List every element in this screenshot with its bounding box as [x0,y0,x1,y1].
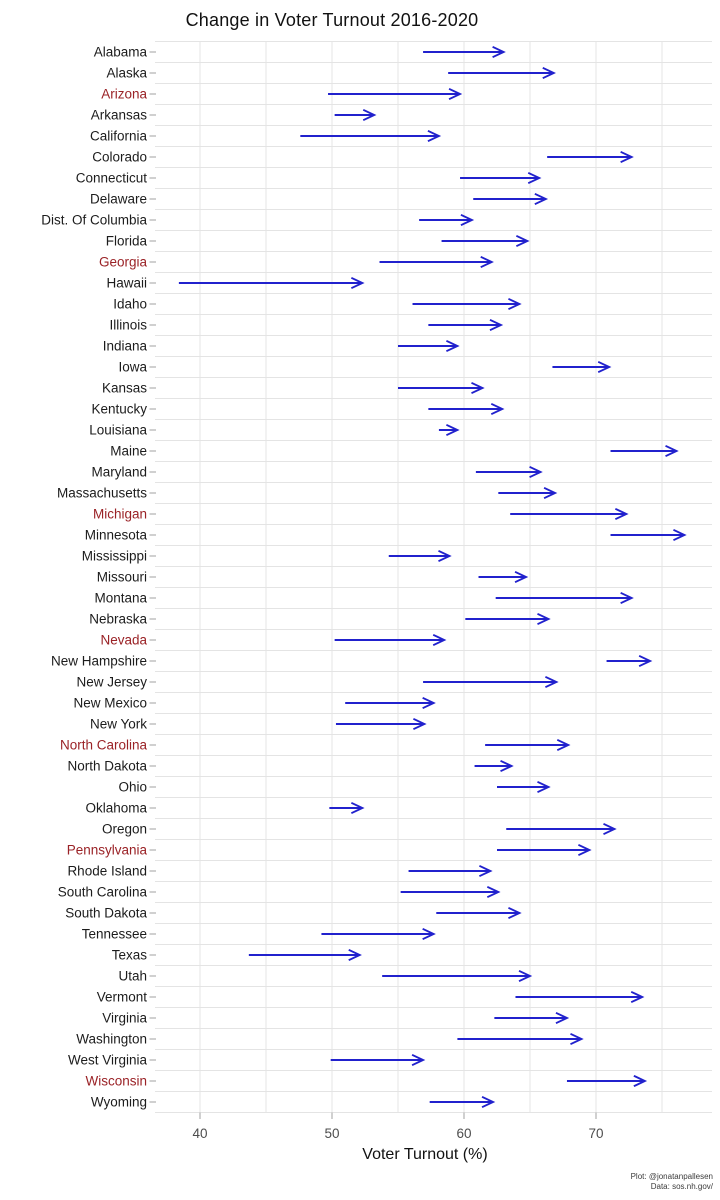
state-label-missouri: Missouri [96,569,147,585]
state-label-pennsylvania: Pennsylvania [66,842,147,858]
row-massachusetts [57,486,555,501]
row-minnesota [85,528,685,543]
state-label-idaho: Idaho [113,296,147,312]
state-label-south-dakota: South Dakota [65,905,147,921]
state-label-ohio: Ohio [118,779,147,795]
state-label-wyoming: Wyoming [90,1094,147,1110]
state-label-connecticut: Connecticut [75,170,147,186]
row-south-dakota [65,906,519,921]
source-data-line: Data: sos.nh.gov/ [650,1182,713,1191]
gridlines [155,42,712,1113]
state-label-massachusetts: Massachusetts [56,485,147,501]
state-label-alaska: Alaska [106,65,147,81]
row-tennessee [82,927,434,942]
row-indiana [103,339,458,354]
state-label-indiana: Indiana [102,338,147,354]
row-iowa [118,360,609,375]
state-label-arkansas: Arkansas [90,107,147,123]
state-label-florida: Florida [105,233,147,249]
row-new-hampshire [51,654,650,669]
state-label-texas: Texas [111,947,147,963]
state-label-nebraska: Nebraska [89,611,147,627]
state-label-new-mexico: New Mexico [73,695,147,711]
row-new-york [90,717,424,732]
row-maine [110,444,676,459]
state-label-hawaii: Hawaii [106,275,147,291]
row-new-mexico [73,696,433,711]
state-label-mississippi: Mississippi [81,548,147,564]
row-texas [112,948,360,963]
row-utah [118,969,530,984]
state-label-maryland: Maryland [91,464,147,480]
state-label-colorado: Colorado [92,149,147,165]
row-alabama [94,45,504,60]
state-label-oregon: Oregon [101,821,147,837]
state-label-new-hampshire: New Hampshire [50,653,147,669]
row-connecticut [76,171,540,186]
state-label-vermont: Vermont [96,989,147,1005]
row-california [90,129,439,144]
state-label-south-carolina: South Carolina [57,884,147,900]
state-label-wisconsin: Wisconsin [85,1073,147,1089]
row-pennsylvania [67,843,590,858]
row-oregon [102,822,615,837]
row-illinois [109,318,500,333]
row-delaware [90,192,546,207]
source-credit [631,1172,713,1192]
row-ohio [118,780,548,795]
x-axis-title: Voter Turnout (%) [362,1146,488,1163]
state-label-louisiana: Louisiana [89,422,147,438]
row-arizona [101,87,460,102]
row-georgia [99,255,492,270]
state-label-iowa: Iowa [118,359,147,375]
row-dist-of-columbia [41,213,472,228]
chart-title: Change in Voter Turnout 2016-2020 [185,10,479,30]
row-nebraska [89,612,548,627]
state-label-illinois: Illinois [109,317,147,333]
row-north-dakota [67,759,511,774]
state-label-delaware: Delaware [89,191,147,207]
x-tick-label-50: 50 [324,1126,340,1141]
row-rhode-island [67,864,490,879]
x-tick-label-70: 70 [588,1126,604,1141]
row-missouri [97,570,526,585]
row-kansas [102,381,483,396]
state-label-north-dakota: North Dakota [67,758,147,774]
row-idaho [113,297,519,312]
state-label-new-york: New York [89,716,147,732]
row-south-carolina [58,885,499,900]
row-kentucky [91,402,502,417]
row-west-virginia [68,1053,423,1068]
state-label-washington: Washington [76,1031,147,1047]
row-colorado [92,150,631,165]
state-label-michigan: Michigan [92,506,147,522]
state-label-kansas: Kansas [101,380,147,396]
row-montana [94,591,631,606]
state-label-new-jersey: New Jersey [76,674,147,690]
row-michigan [93,507,626,522]
state-label-alabama: Alabama [93,44,147,60]
state-label-utah: Utah [118,968,147,984]
row-wisconsin [85,1074,644,1089]
state-label-california: California [89,128,147,144]
row-hawaii [106,276,362,291]
x-axis [192,1113,603,1142]
row-oklahoma [85,801,362,816]
state-label-north-carolina: North Carolina [59,737,147,753]
x-tick-label-40: 40 [192,1126,208,1141]
row-new-jersey [76,675,556,690]
state-label-west-virginia: West Virginia [67,1052,147,1068]
state-label-arizona: Arizona [101,86,147,102]
row-north-carolina [60,738,568,753]
row-maryland [91,465,540,480]
state-label-tennessee: Tennessee [81,926,147,942]
state-label-oklahoma: Oklahoma [85,800,147,816]
state-label-maine: Maine [110,443,147,459]
row-nevada [100,633,444,648]
row-vermont [97,990,642,1005]
state-label-dist-of-columbia: Dist. Of Columbia [41,212,147,228]
row-washington [76,1032,581,1047]
state-label-georgia: Georgia [98,254,147,270]
state-label-nevada: Nevada [100,632,147,648]
row-louisiana [89,423,457,438]
x-tick-label-60: 60 [456,1126,472,1141]
state-label-kentucky: Kentucky [91,401,147,417]
state-label-minnesota: Minnesota [84,527,147,543]
state-label-virginia: Virginia [102,1010,147,1026]
state-label-montana: Montana [94,590,147,606]
source-plot-line: Plot: @jonatanpallesen [630,1172,713,1181]
row-alaska [106,66,553,81]
row-wyoming [91,1095,493,1110]
row-virginia [102,1011,567,1026]
state-label-rhode-island: Rhode Island [67,863,147,879]
